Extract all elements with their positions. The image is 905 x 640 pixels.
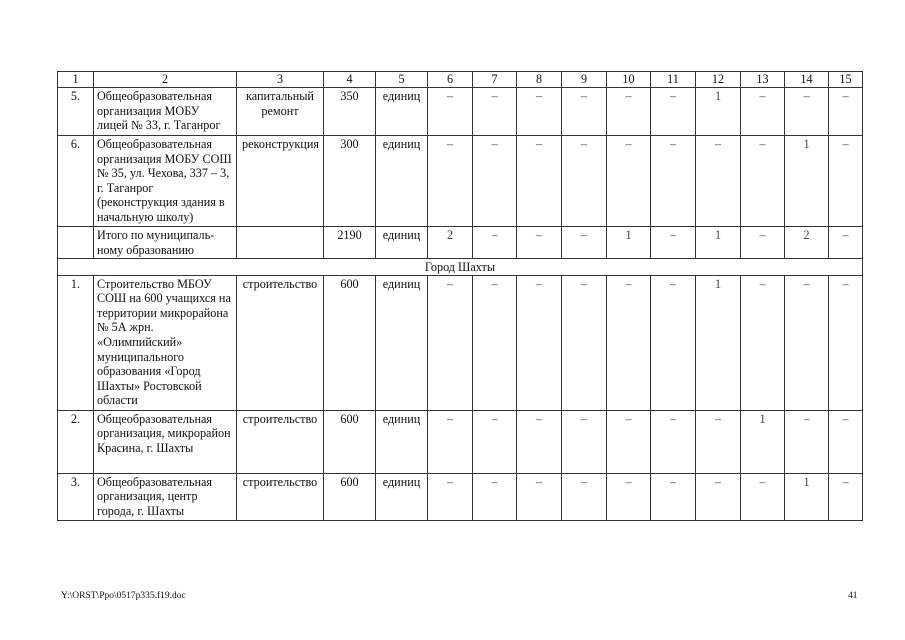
unit: единиц (376, 410, 428, 473)
year-cell: – (651, 473, 696, 520)
unit: единиц (376, 227, 428, 259)
object-name: Общеобразовательная организация МОБУ лицей № 33, г. Таганрог (94, 88, 237, 136)
year-cell: 2 (428, 227, 473, 259)
year-cell: – (517, 473, 562, 520)
year-cell: – (517, 410, 562, 473)
column-header: 2 (94, 72, 237, 88)
year-cell: – (562, 275, 607, 410)
column-header: 8 (517, 72, 562, 88)
unit: единиц (376, 88, 428, 136)
column-header: 14 (785, 72, 829, 88)
year-cell: 1 (696, 227, 741, 259)
object-name: Общеобразовательная организация, центр города, г. Шахты (94, 473, 237, 520)
year-cell: – (741, 227, 785, 259)
year-cell: – (607, 88, 651, 136)
year-cell: 1 (785, 473, 829, 520)
unit: единиц (376, 275, 428, 410)
year-cell: – (473, 136, 517, 227)
year-cell: – (829, 275, 863, 410)
year-cell: – (562, 473, 607, 520)
empty-cell (237, 227, 324, 259)
capacity: 600 (324, 275, 376, 410)
year-cell: 1 (696, 88, 741, 136)
year-cell: – (829, 227, 863, 259)
year-cell: – (651, 136, 696, 227)
column-header: 1 (58, 72, 94, 88)
column-number-row (58, 72, 863, 88)
column-header: 9 (562, 72, 607, 88)
year-cell: – (607, 410, 651, 473)
year-cell: – (428, 136, 473, 227)
year-cell: – (741, 275, 785, 410)
year-cell: – (696, 473, 741, 520)
year-cell: – (517, 275, 562, 410)
work-type: строительство (237, 473, 324, 520)
empty-cell (58, 227, 94, 259)
year-cell: – (741, 473, 785, 520)
year-cell: – (651, 275, 696, 410)
page-number: 41 (848, 591, 858, 601)
object-name: Общеобразовательная организация, микрорайон Красина, г. Шахты (94, 410, 237, 473)
section-row (58, 259, 863, 276)
capacity: 600 (324, 410, 376, 473)
year-cell: 1 (696, 275, 741, 410)
column-header: 7 (473, 72, 517, 88)
total-capacity: 2190 (324, 227, 376, 259)
object-name: Общеобразовательная организация МОБУ СОШ № 35, ул. Чехова, 337 – 3, г. Таганрог (реконструкция здания в начальную школу) (94, 136, 237, 227)
table-row (58, 136, 863, 227)
year-cell: – (607, 473, 651, 520)
table-row (58, 473, 863, 520)
year-cell: – (473, 88, 517, 136)
work-type: капитальный ремонт (237, 88, 324, 136)
row-number: 6. (58, 136, 94, 227)
year-cell: – (829, 410, 863, 473)
year-cell: – (473, 275, 517, 410)
year-cell: – (651, 88, 696, 136)
row-number: 1. (58, 275, 94, 410)
capacity: 350 (324, 88, 376, 136)
year-cell: – (785, 88, 829, 136)
object-name: Строительство МБОУ СОШ на 600 учащихся на территории микрорайона № 5А жрн. «Олимпийский» муниципального образования «Город Шахты» Ростовской области (94, 275, 237, 410)
year-cell: – (428, 473, 473, 520)
row-number: 2. (58, 410, 94, 473)
capacity: 600 (324, 473, 376, 520)
year-cell: – (428, 410, 473, 473)
column-header: 5 (376, 72, 428, 88)
year-cell: – (607, 275, 651, 410)
year-cell: – (562, 410, 607, 473)
year-cell: – (741, 136, 785, 227)
column-header: 15 (829, 72, 863, 88)
year-cell: – (517, 136, 562, 227)
column-header: 3 (237, 72, 324, 88)
section-title: Город Шахты (58, 259, 863, 276)
year-cell: – (741, 88, 785, 136)
year-cell: – (428, 275, 473, 410)
year-cell: – (562, 136, 607, 227)
table-row (58, 410, 863, 473)
year-cell: 1 (741, 410, 785, 473)
work-type: строительство (237, 275, 324, 410)
year-cell: – (651, 227, 696, 259)
year-cell: – (517, 227, 562, 259)
year-cell: – (562, 88, 607, 136)
year-cell: – (785, 410, 829, 473)
year-cell: – (696, 410, 741, 473)
work-type: реконструкция (237, 136, 324, 227)
row-number: 3. (58, 473, 94, 520)
unit: единиц (376, 136, 428, 227)
total-row (58, 227, 863, 259)
data-table (57, 71, 863, 521)
work-type: строительство (237, 410, 324, 473)
unit: единиц (376, 473, 428, 520)
file-path: Y:\ORST\Ppo\0517p335.f19.doc (61, 591, 186, 601)
year-cell: 1 (607, 227, 651, 259)
row-number: 5. (58, 88, 94, 136)
year-cell: – (428, 88, 473, 136)
column-header: 10 (607, 72, 651, 88)
year-cell: – (562, 227, 607, 259)
column-header: 13 (741, 72, 785, 88)
table-row (58, 88, 863, 136)
year-cell: – (607, 136, 651, 227)
year-cell: – (473, 410, 517, 473)
year-cell: – (829, 88, 863, 136)
total-label: Итого по муниципаль-ному образованию (94, 227, 237, 259)
column-header: 11 (651, 72, 696, 88)
year-cell: – (829, 136, 863, 227)
column-header: 12 (696, 72, 741, 88)
year-cell: – (473, 473, 517, 520)
year-cell: – (696, 136, 741, 227)
column-header: 4 (324, 72, 376, 88)
year-cell: 1 (785, 136, 829, 227)
table-row (58, 275, 863, 410)
capacity: 300 (324, 136, 376, 227)
year-cell: – (651, 410, 696, 473)
year-cell: – (517, 88, 562, 136)
year-cell: – (473, 227, 517, 259)
year-cell: – (785, 275, 829, 410)
year-cell: – (829, 473, 863, 520)
year-cell: 2 (785, 227, 829, 259)
column-header: 6 (428, 72, 473, 88)
